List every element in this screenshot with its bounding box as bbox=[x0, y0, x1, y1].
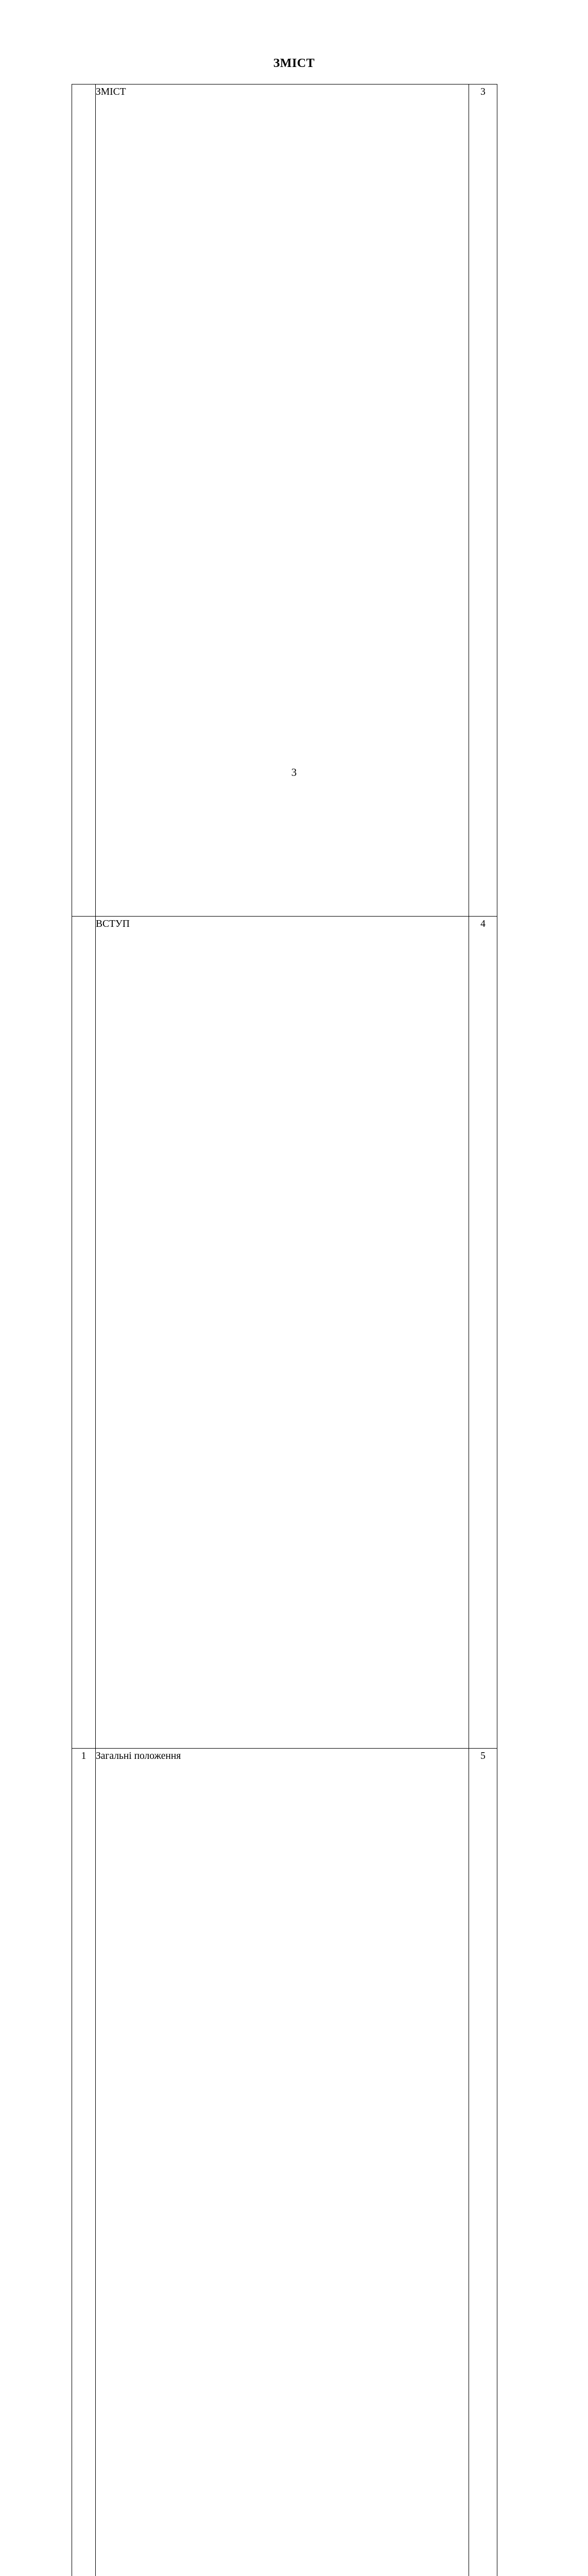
toc-row-number: 1 bbox=[72, 1749, 96, 2576]
toc-row-title: Загальні положення bbox=[96, 1749, 469, 2576]
toc-row-page: 4 bbox=[469, 917, 497, 1749]
footer-page-number: 3 bbox=[0, 766, 588, 779]
table-of-contents bbox=[72, 84, 497, 2576]
table-row bbox=[72, 84, 497, 917]
toc-row-number bbox=[72, 84, 96, 917]
table-row bbox=[72, 917, 497, 1749]
page-title: ЗМІСТ bbox=[0, 57, 588, 71]
toc-row-page: 5 bbox=[469, 1749, 497, 2576]
toc-row-page: 3 bbox=[469, 84, 497, 917]
toc-body bbox=[72, 84, 497, 2576]
toc-row-title: ВСТУП bbox=[96, 917, 469, 1749]
table-row bbox=[72, 1749, 497, 2576]
toc-row-number bbox=[72, 917, 96, 1749]
toc-row-title: ЗМІСТ bbox=[96, 84, 469, 917]
document-page bbox=[0, 0, 588, 832]
toc-table bbox=[72, 84, 497, 2576]
